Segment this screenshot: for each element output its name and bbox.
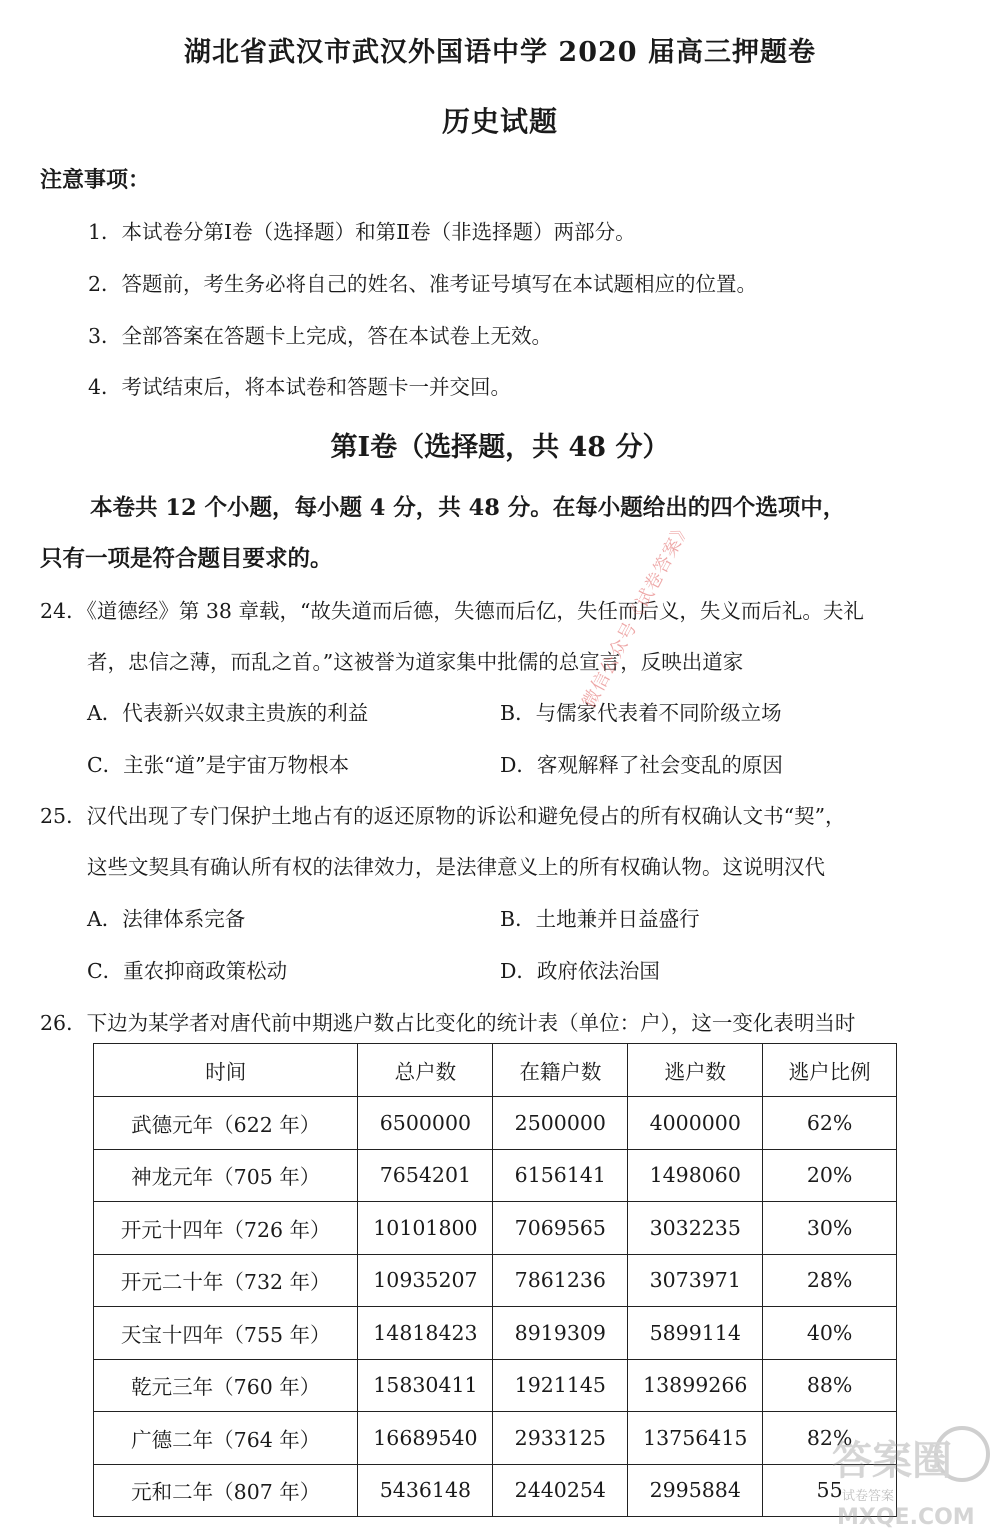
table-cell: 20% [763,1149,897,1202]
table-row [94,1412,897,1465]
table-cell: 5436148 [358,1464,493,1517]
table-row [94,1359,897,1412]
table-cell: 10935207 [358,1254,493,1307]
table-cell: 1921145 [493,1359,628,1412]
table-cell: 广德二年（764 年） [94,1412,358,1465]
question-24-option-d: D．客观解释了社会变乱的原因 [500,753,783,777]
table-cell: 15830411 [358,1359,493,1412]
table-cell: 40% [763,1307,897,1360]
table-row [94,1254,897,1307]
table-cell: 神龙元年（705 年） [94,1149,358,1202]
table-cell: 5899114 [628,1307,763,1360]
question-24-option-b: B．与儒家代表着不同阶级立场 [500,701,782,725]
table-header-cell: 逃户比例 [763,1044,897,1097]
table-cell: 4000000 [628,1097,763,1150]
table-cell: 乾元三年（760 年） [94,1359,358,1412]
table-row [94,1202,897,1255]
table-row [94,1149,897,1202]
table-cell: 开元十四年（726 年） [94,1202,358,1255]
question-25-option-a: A．法律体系完备 [87,907,246,931]
question-24-option-c: C．主张“道”是宇宙万物根本 [87,753,350,777]
subject-title: 历史试题 [441,105,558,138]
table-cell: 元和二年（807 年） [94,1464,358,1517]
table-cell: 28% [763,1254,897,1307]
table-row [94,1307,897,1360]
table-cell: 7654201 [358,1149,493,1202]
table-cell: 55 [763,1464,897,1517]
logo-domain: MXQE.COM [837,1505,975,1530]
notice-item-4: 4．考试结束后，将本试卷和答题卡一并交回。 [88,375,512,399]
section-instruction-line1: 本卷共 12 个小题，每小题 4 分，共 48 分。在每小题给出的四个选项中， [90,495,846,521]
question-24-stem-line2: 者，忠信之薄，而乱之首。”这被誉为道家集中批儒的总宣言，反映出道家 [87,650,744,674]
question-26-stem-line1: 26．下边为某学者对唐代前中期逃户数占比变化的统计表（单位：户），这一变化表明当时 [40,1011,856,1035]
mxqe-logo [822,1412,992,1532]
logo-subtext: 试卷答案 [842,1489,895,1504]
table-cell: 7861236 [493,1254,628,1307]
table-row [94,1097,897,1150]
wechat-watermark: 微信公众号《试卷答案》 [578,517,696,712]
table-cell: 6156141 [493,1149,628,1202]
table-cell: 14818423 [358,1307,493,1360]
table-cell: 开元二十年（732 年） [94,1254,358,1307]
table-cell: 16689540 [358,1412,493,1465]
table-cell: 2933125 [493,1412,628,1465]
table-cell: 13899266 [628,1359,763,1412]
table-cell: 82% [763,1412,897,1465]
question-25-option-b: B．土地兼并日益盛行 [500,907,700,931]
question-25-stem-line1: 25．汉代出现了专门保护土地占有的返还原物的诉讼和避免侵占的所有权确认文书“契”， [40,804,846,828]
notice-heading: 注意事项： [40,167,151,193]
question-25-stem-line2: 这些文契具有确认所有权的法律效力，是法律意义上的所有权确认物。这说明汉代 [87,855,825,879]
table-cell: 2440254 [493,1464,628,1517]
table-cell: 1498060 [628,1149,763,1202]
table-cell: 2995884 [628,1464,763,1517]
question-25-option-d: D．政府依法治国 [500,959,660,983]
table-cell: 13756415 [628,1412,763,1465]
notice-item-1: 1．本试卷分第Ⅰ卷（选择题）和第Ⅱ卷（非选择题）两部分。 [88,220,636,244]
table-cell: 8919309 [493,1307,628,1360]
table-header-cell: 在籍户数 [493,1044,628,1097]
table-cell: 62% [763,1097,897,1150]
table-cell: 88% [763,1359,897,1412]
table-header-cell: 时间 [94,1044,358,1097]
exam-title: 湖北省武汉市武汉外国语中学 2020 届高三押题卷 [184,37,816,68]
table-cell: 10101800 [358,1202,493,1255]
question-24-option-a: A．代表新兴奴隶主贵族的利益 [87,701,369,725]
table-cell: 6500000 [358,1097,493,1150]
table-header-cell: 逃户数 [628,1044,763,1097]
table-header-row [94,1044,897,1097]
table-row [94,1464,897,1517]
table-cell: 武德元年（622 年） [94,1097,358,1150]
notice-item-2: 2．答题前，考生务必将自己的姓名、准考证号填写在本试题相应的位置。 [88,272,758,296]
fugitive-households-table [93,1043,897,1517]
table-cell: 2500000 [493,1097,628,1150]
table-cell: 7069565 [493,1202,628,1255]
section-heading: 第Ⅰ卷（选择题，共 48 分） [330,432,670,463]
table-cell: 3032235 [628,1202,763,1255]
table-cell: 天宝十四年（755 年） [94,1307,358,1360]
table-header-cell: 总户数 [358,1044,493,1097]
logo-text: 答案圈 [832,1438,952,1484]
question-24-stem-line1: 24．《道德经》第 38 章载，“故失道而后德，失德而后亿，失任而后义，失义而后礼。夫礼 [40,599,864,623]
section-instruction-line2: 只有一项是符合题目要求的。 [40,546,333,572]
table-cell: 30% [763,1202,897,1255]
question-25-option-c: C．重农抑商政策松动 [87,959,288,983]
notice-item-3: 3．全部答案在答题卡上完成，答在本试卷上无效。 [88,324,553,348]
table-cell: 3073971 [628,1254,763,1307]
